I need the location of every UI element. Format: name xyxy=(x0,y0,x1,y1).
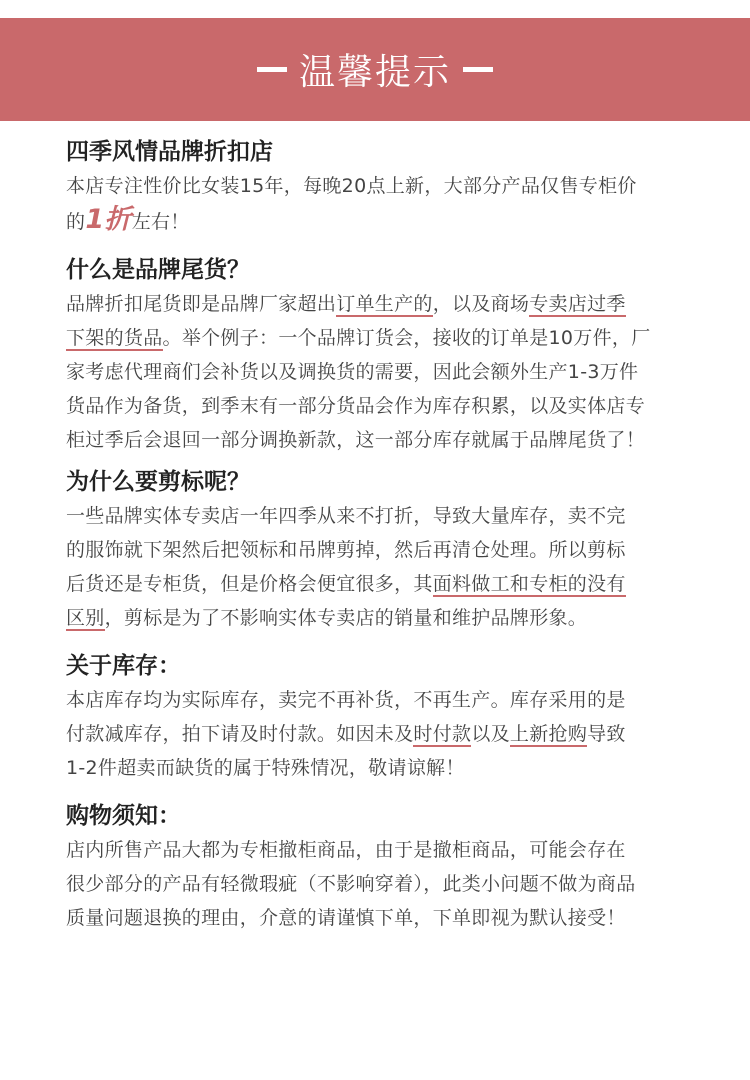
discount-highlight: 1折 xyxy=(85,204,132,235)
underlined-text: 时付款 xyxy=(413,723,472,745)
text-span: 后货还是专柜货，但是价格会便宜很多，其 xyxy=(66,573,433,595)
paragraph-line: 店内所售产品大都为专柜撤柜商品，由于是撤柜商品，可能会存在 xyxy=(66,839,626,861)
notice-content xyxy=(66,135,706,935)
underlined-text: 下架的货品 xyxy=(66,327,163,349)
section-heading-notice: 购物须知： xyxy=(66,803,181,829)
paragraph-line: 本店库存均为实际库存，卖完不再补货，不再生产。库存采用的是 xyxy=(66,689,626,711)
paragraph-line: 柜过季后会退回一部分调换新款，这一部分库存就属于品牌尾货了！ xyxy=(66,429,646,451)
text-span: 付款减库存，拍下请及时付款。如因未及 xyxy=(66,723,414,745)
text-span: 品牌折扣尾货即是品牌厂家超出 xyxy=(66,293,337,315)
text-span: 导致 xyxy=(587,723,626,745)
underlined-text: 区别 xyxy=(66,607,105,629)
paragraph-line: 一些品牌实体专卖店一年四季从来不打折，导致大量库存，卖不完 xyxy=(66,505,626,527)
header-banner xyxy=(0,18,750,121)
paragraph-line: 家考虑代理商们会补货以及调换货的需要，因此会额外生产1-3万件 xyxy=(66,361,639,383)
store-desc-text: 左右！ xyxy=(131,211,190,233)
underlined-text: 面料做工和专柜的没有 xyxy=(432,573,626,595)
paragraph-line xyxy=(66,287,706,321)
text-span: 。举个例子：一个品牌订货会，接收的订单是10万件，厂 xyxy=(162,327,651,349)
text-span: 以及 xyxy=(471,723,510,745)
paragraph-line xyxy=(66,717,706,751)
left-dash-icon xyxy=(257,67,287,72)
right-dash-icon xyxy=(463,67,493,72)
store-desc-line1: 本店专注性价比女装15年，每晚20点上新，大部分产品仅售专柜价 xyxy=(66,175,637,197)
section-heading-tail-goods: 什么是品牌尾货？ xyxy=(66,257,250,283)
paragraph-line: 质量问题退换的理由，介意的请谨慎下单，下单即视为默认接受！ xyxy=(66,907,626,929)
store-desc-text: 的 xyxy=(66,211,86,233)
underlined-text: 专卖店过季 xyxy=(529,293,626,315)
paragraph-line xyxy=(66,321,706,355)
paragraph-line: 很少部分的产品有轻微瑕疵（不影响穿着），此类小问题不做为商品 xyxy=(66,873,636,895)
store-name: 四季风情品牌折扣店 xyxy=(66,139,273,165)
underlined-text: 上新抢购 xyxy=(509,723,588,745)
paragraph-line: 货品作为备货，到季末有一部分货品会作为库存积累，以及实体店专 xyxy=(66,395,646,417)
banner-title: 温馨提示 xyxy=(298,52,451,93)
text-span: ，剪标是为了不影响实体专卖店的销量和维护品牌形象。 xyxy=(104,607,588,629)
paragraph-line xyxy=(66,601,706,635)
store-desc-line2 xyxy=(66,203,706,239)
paragraph-line: 的服饰就下架然后把领标和吊牌剪掉，然后再清仓处理。所以剪标 xyxy=(66,539,626,561)
section-heading-stock: 关于库存： xyxy=(66,653,181,679)
section-heading-cut-label: 为什么要剪标呢？ xyxy=(66,469,250,495)
text-span: ，以及商场 xyxy=(432,293,530,315)
paragraph-line xyxy=(66,567,706,601)
underlined-text: 订单生产的 xyxy=(336,293,433,315)
paragraph-line: 1-2件超卖而缺货的属于特殊情况，敬请谅解！ xyxy=(66,757,465,779)
